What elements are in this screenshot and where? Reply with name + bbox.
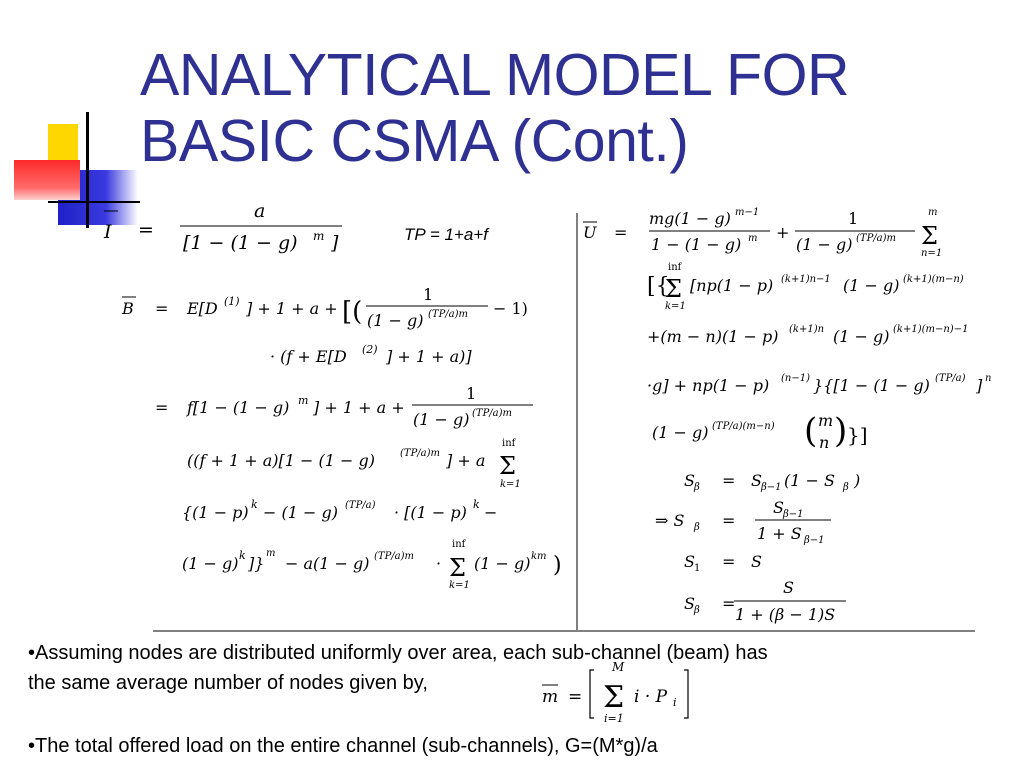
eq-U4-sup3: n xyxy=(985,373,992,384)
eq-I-num: a xyxy=(254,200,266,222)
eq-B1-close: − 1) xyxy=(493,299,528,318)
eq-B5-body: {(1 − p) xyxy=(182,503,249,522)
eq-U2-sup2: (k+1)(m−n) xyxy=(903,274,964,285)
m-formula-sigma: Σ xyxy=(603,680,625,715)
tp-label: TP = 1+a+f xyxy=(404,225,488,244)
eq-U2-open: [{ xyxy=(647,274,670,299)
eq-U2-sum-bot: k=1 xyxy=(665,301,686,312)
equation-B xyxy=(121,285,562,591)
eq-U4-sup1: (n−1) xyxy=(781,373,810,384)
eq-I-eq: = xyxy=(138,219,154,241)
eq-S1-eq: = xyxy=(722,471,736,490)
eq-U2-mid: (1 − g) xyxy=(843,276,900,295)
eq-B5-sup2: (TP/a) xyxy=(345,500,376,511)
eq-B5-mid: − (1 − g) xyxy=(263,503,338,522)
eq-S1-rhs-tail: (1 − S xyxy=(784,471,835,490)
eq-U3-body: +(m − n)(1 − p) xyxy=(647,327,779,346)
eq-U1-sigma: Σ xyxy=(921,222,938,250)
eq-B6-sup3: (TP/a)m xyxy=(374,551,415,562)
eq-B6-close: ) xyxy=(553,553,562,578)
m-formula-lhs: m xyxy=(542,687,559,707)
eq-U5-binom-close: ) xyxy=(834,411,848,451)
m-formula-body: i · P xyxy=(634,687,668,707)
eq-S4-num: S xyxy=(783,578,794,597)
eq-S1-lhs-sub: β xyxy=(694,482,700,493)
eq-B3-eq: = xyxy=(155,398,169,417)
eq-S1-rhs-tail-sub: β xyxy=(843,482,849,493)
eq-S3-lhs: S xyxy=(684,552,695,571)
eq-U5-end: }] xyxy=(847,423,868,447)
eq-B6-mid2: − a(1 − g) xyxy=(285,554,370,573)
eq-S1-rhs-sub: β−1 xyxy=(761,482,782,493)
eq-B5-sup1: k xyxy=(251,498,258,511)
eq-B6-tail: (1 − g) xyxy=(474,554,531,573)
eq-B3-sup: m xyxy=(298,394,309,407)
eq-S2-den-sub: β−1 xyxy=(804,535,825,546)
eq-S4-den: 1 + (β − 1)S xyxy=(735,605,836,624)
equation-U xyxy=(583,207,991,624)
eq-U2-sup1: (k+1)n−1 xyxy=(781,274,831,285)
equation-I xyxy=(103,200,342,254)
eq-B4-sup: (TP/a)m xyxy=(400,448,441,459)
m-formula-eq: = xyxy=(568,687,583,707)
eq-B5-end: − xyxy=(484,503,498,522)
eq-B1-open: [( xyxy=(342,297,363,327)
eq-S3-lhs-sub: 1 xyxy=(694,563,701,574)
eq-B3-body: f[1 − (1 − g) xyxy=(187,398,290,417)
bullet-1-line-2: the same average number of nodes given by, xyxy=(28,672,428,694)
eq-I-den: [1 − (1 − g) xyxy=(183,232,298,254)
eq-U-eq: = xyxy=(614,223,628,242)
eq-B1-frac-num: 1 xyxy=(423,285,434,304)
eq-U-lhs: U xyxy=(583,223,597,242)
eq-U2-body: [np(1 − p) xyxy=(690,276,774,295)
m-formula-sum-top: M xyxy=(612,660,625,674)
m-formula-sum-bot: i=1 xyxy=(604,712,624,725)
eq-B4-sum-bot: k=1 xyxy=(500,479,521,490)
eq-B5-dot: · [(1 − p) xyxy=(394,503,467,522)
eq-B3-frac-den-sup: (TP/a)m xyxy=(472,408,513,419)
eq-U4-sup2: (TP/a) xyxy=(935,373,966,384)
eq-U2-sum-top: inf xyxy=(668,262,682,273)
eq-B-lhs: B xyxy=(122,299,134,318)
eq-U1-t1-num: mg(1 − g) xyxy=(649,209,731,228)
eq-B6-body: (1 − g) xyxy=(182,554,239,573)
eq-U1-t2-den-sup: (TP/a)m xyxy=(856,233,897,244)
eq-U1-sum-bot: n=1 xyxy=(921,248,943,259)
eq-B1-frac-den: (1 − g) xyxy=(367,311,424,330)
eq-U4-mid: }{[1 − (1 − g) xyxy=(813,376,930,395)
m-formula-sub: i xyxy=(673,696,677,709)
eq-B6-sigma: Σ xyxy=(449,554,466,582)
eq-U5-sup1: (TP/a)(m−n) xyxy=(712,421,775,432)
eq-S2-arrow: ⇒ S xyxy=(655,511,685,530)
eq-S2-den: 1 + S xyxy=(757,524,802,543)
eq-S1-lhs: S xyxy=(684,471,695,490)
eq-U3-sup2: (k+1)(m−n)−1 xyxy=(893,324,969,335)
bullet-list xyxy=(28,638,988,761)
eq-B3-frac-den: (1 − g) xyxy=(413,410,470,429)
eq-S4-eq: = xyxy=(722,594,736,613)
eq-U5-binom-top: m xyxy=(818,411,834,430)
eq-U1-t1-num-sup: m−1 xyxy=(735,207,760,218)
eq-B-eq1: = xyxy=(155,299,169,318)
m-formula xyxy=(530,660,710,726)
eq-B1-mid: ] + 1 + a + xyxy=(246,299,338,318)
eq-S3-rhs: S xyxy=(751,552,762,571)
eq-B6-sum-bot: k=1 xyxy=(449,580,470,591)
eq-B4-sum-top: inf xyxy=(502,438,516,449)
eq-U1-sum-top: m xyxy=(928,207,938,218)
eq-S4-lhs: S xyxy=(684,594,695,613)
eq-B6-mid: ]} xyxy=(248,554,265,573)
eq-U5-binom-bot: n xyxy=(819,433,830,452)
eq-B3-mid: ] + 1 + a + xyxy=(313,398,405,417)
title-line-2: BASIC CSMA (Cont.) xyxy=(140,108,689,174)
bullet-1-line-1: •Assuming nodes are distributed uniformly over area, each sub-channel (beam) has xyxy=(28,642,768,664)
title-line-1: ANALYTICAL MODEL FOR xyxy=(140,42,850,108)
eq-B6-sum-top: inf xyxy=(452,539,466,550)
eq-U1-t2-den: (1 − g) xyxy=(796,235,853,254)
eq-B6-dot: · xyxy=(436,554,442,573)
eq-U5-binom-open: ( xyxy=(804,411,818,451)
eq-S1-close: ) xyxy=(854,471,861,490)
eq-S2-num: S xyxy=(773,498,784,517)
eq-B4-mid: ] + a xyxy=(446,451,486,470)
eq-B1-sup: (1) xyxy=(224,295,240,308)
eq-U4-end: ] xyxy=(976,376,983,395)
eq-B4-body: ((f + 1 + a)[1 − (1 − g) xyxy=(187,451,376,470)
eq-B4-sigma: Σ xyxy=(499,452,516,480)
eq-B6-sup2: m xyxy=(266,548,276,559)
eq-S2-eq: = xyxy=(722,511,736,530)
eq-I-den-end: ] xyxy=(331,232,339,254)
eq-S3-eq: = xyxy=(722,552,736,571)
eq-U4-body: ·g] + np(1 − p) xyxy=(647,376,770,395)
eq-S2-num-sub: β−1 xyxy=(783,509,804,520)
eq-U5-body: (1 − g) xyxy=(652,423,709,442)
eq-B6-sup1: k xyxy=(239,549,246,562)
eq-B1-body: E[D xyxy=(187,299,218,318)
eq-U1-t2-num: 1 xyxy=(848,209,859,228)
bullet-2: •The total offered load on the entire channel (sub-channels), G=(M*g)/a xyxy=(28,735,658,757)
eq-S2-lhs-sub: β xyxy=(694,522,700,533)
eq-S1-rhs: S xyxy=(751,471,762,490)
eq-B3-frac-num: 1 xyxy=(466,384,477,403)
eq-I-lhs: I xyxy=(104,221,112,243)
eq-B5-sup3: k xyxy=(473,498,480,511)
eq-U2-sigma: Σ xyxy=(665,275,682,303)
eq-S4-lhs-sub: β xyxy=(694,605,700,616)
eq-U1-t1-den-sup: m xyxy=(748,233,758,244)
eq-U3-mid: (1 − g) xyxy=(833,327,890,346)
eq-U3-sup1: (k+1)n xyxy=(789,324,825,335)
eq-I-den-sup: m xyxy=(313,229,325,243)
eq-U1-t1-den: 1 − (1 − g) xyxy=(651,235,742,254)
eq-B1-frac-den-sup: (TP/a)m xyxy=(428,309,469,320)
eq-U1-plus: + xyxy=(776,223,790,242)
eq-B2-sup: (2) xyxy=(362,343,378,356)
eq-B2-end: ] + 1 + a)] xyxy=(386,347,472,366)
eq-B2-body: · (f + E[D xyxy=(270,347,347,366)
eq-B6-sup4: km xyxy=(531,551,547,562)
